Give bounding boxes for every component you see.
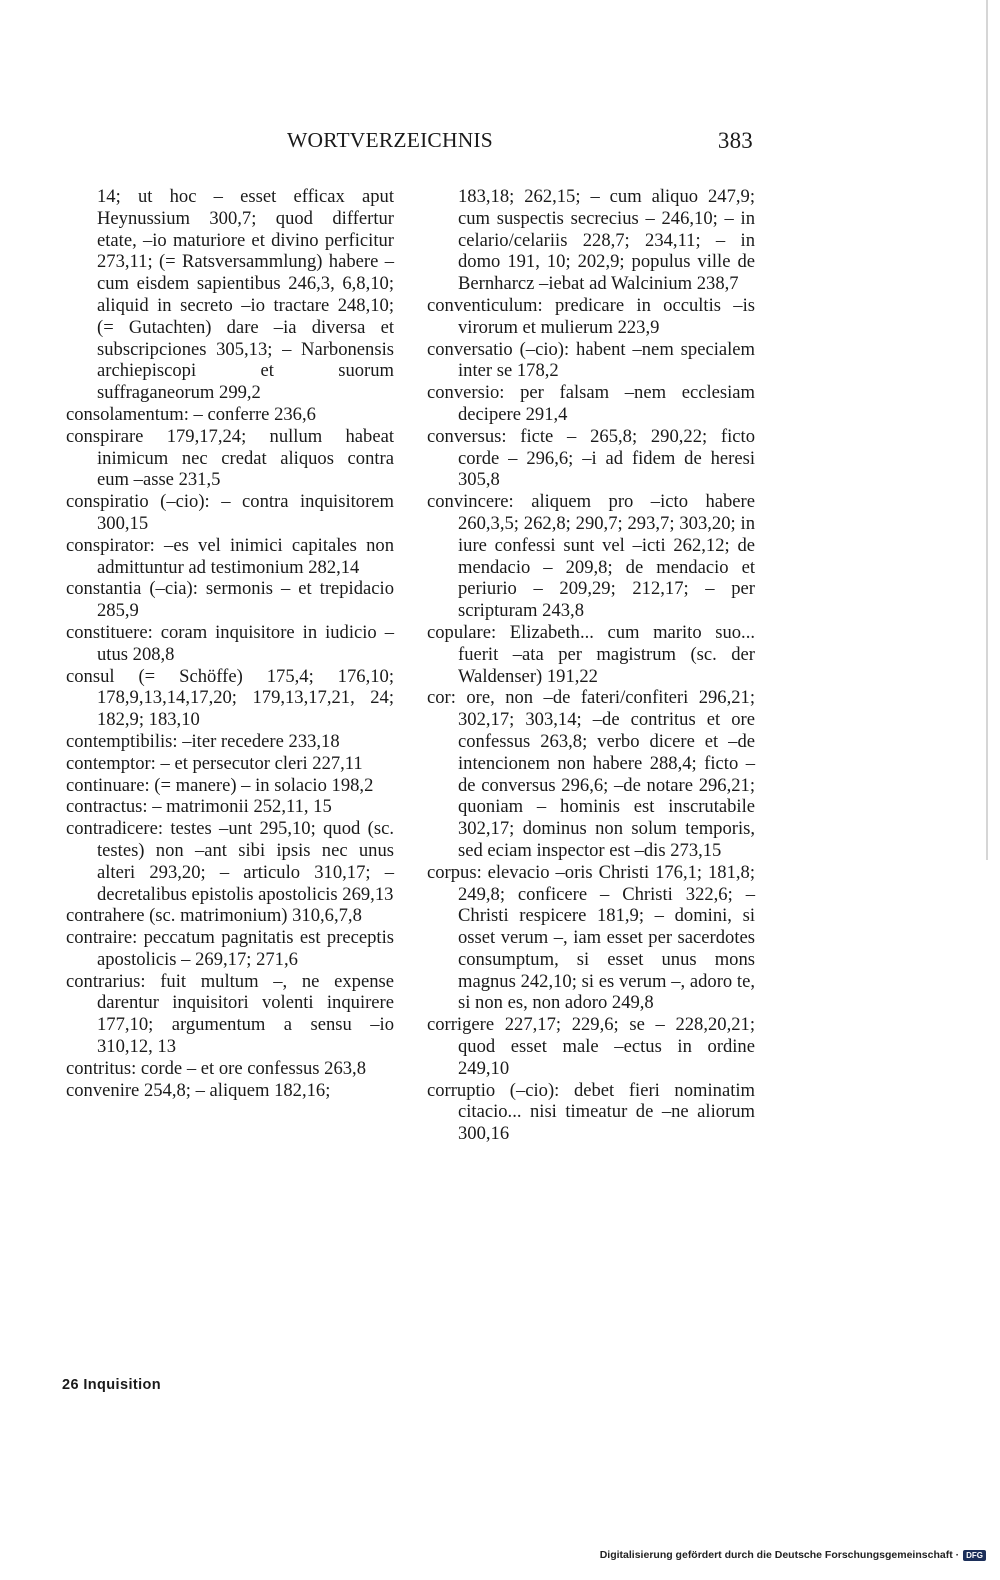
index-entry: conspirare 179,17,24; nullum habeat inimicum nec credat aliquos contra eum –asse 231,5 [66, 425, 394, 491]
running-header [287, 128, 753, 162]
index-entry: conversatio (–cio): habent –nem specialem inter se 178,2 [427, 338, 755, 382]
index-entry: continuare: (= manere) – in solacio 198,2 [66, 774, 374, 796]
page-number: 383 [717, 128, 753, 153]
index-entry: constantia (–cia): sermonis – et trepidacio 285,9 [66, 578, 394, 622]
index-entry: corruptio (–cio): debet fieri nominatim citacio... nisi timeatur de –ne aliorum 300,16 [427, 1079, 755, 1145]
index-entry: consolamentum: – conferre 236,6 [66, 403, 316, 425]
scan-edge-shadow [986, 0, 988, 860]
running-title: WORTVERZEICHNIS [287, 128, 493, 152]
index-entry: convincere: aliquem pro –icto habere 260,3,5; 262,8; 290,7; 293,7; 303,20; in iure confessi sunt vel –icti 262,12; de mendacio – 209,8; de mendacio et periurio – 209,29; 212,17; – per scripturam 243,8 [427, 491, 755, 622]
index-entry: contradicere: testes –unt 295,10; quod (sc. testes) non –ant sibi ipsis nec unus alteri 293,20; – articulo 310,17; – decretalibus epistolis apostolicis 269,13 [66, 818, 394, 905]
index-entry: conspiratio (–cio): – contra inquisitorem 300,15 [66, 491, 394, 534]
index-entry: constituere: coram inquisitore in iudicio –utus 208,8 [66, 621, 394, 665]
index-entry: contraire: peccatum pagnitatis est preceptis apostolicis – 269,17; 271,6 [66, 927, 394, 970]
index-entry: contrarius: fuit multum –, ne expense darentur inquisitori volenti inquirere 177,10; argumentum a sensu –io 310,12, 13 [66, 970, 394, 1058]
index-entry: convenire 254,8; – aliquem 182,16; [66, 1079, 331, 1101]
index-entry: cor: ore, non –de fateri/confiteri 296,21; 302,17; 303,14; –de contritus et ore confessus 263,8; verbo dicere et –de intencionem non habere 288,4; ficto –de conversus 296,6; –de notare 296,21; quoniam – hominis est inscrutabile 302,17; dominus non solum temporis, sed eciam inspector est –dis 273,15 [427, 687, 755, 861]
index-entry: contemptibilis: –iter recedere 233,18 [66, 730, 340, 752]
index-entry: conventiculum: predicare in occultis –is virorum et mulierum 223,9 [427, 294, 755, 338]
entry-continuation: 183,18; 262,15; – cum aliquo 247,9; cum suspectis secrecius – 246,10; – in celario/celariis 228,7; 234,11; – in domo 191, 10; 202,9; populus ville de Bernharcz –iebat ad Walcinium 238,7 [458, 186, 755, 295]
index-entry: contemptor: – et persecutor cleri 227,11 [66, 752, 363, 774]
index-entry: conspirator: –es vel inimici capitales non admittuntur ad testimonium 282,14 [66, 534, 394, 578]
left-column [66, 186, 394, 1101]
right-column [427, 186, 755, 1145]
index-entry: corpus: elevacio –oris Christi 176,1; 181,8; 249,8; conficere – Christi 322,6; – Christi respicere 181,9; – domini, si osset verum –, iam esset per sacerdotes consumptum, si esset unus mons magnus 242,10; si es verum –, adoro te, si non es, non adoro 249,8 [427, 861, 755, 1014]
index-entry: corrigere 227,17; 229,6; se – 228,20,21; quod esset male –ectus in ordine 249,10 [427, 1014, 755, 1079]
index-entry: contractus: – matrimonii 252,11, 15 [66, 796, 332, 818]
credit-text: Digitalisierung gefördert durch die Deutsche Forschungsgemeinschaft · [599, 1549, 960, 1561]
index-entry: conversus: ficte – 265,8; 290,22; ficto corde – 296,6; –i ad fidem de heresi 305,8 [427, 425, 755, 491]
index-entry: copulare: Elizabeth... cum marito suo... fuerit –ata per magistrum (sc. der Waldenser) 191,22 [427, 621, 755, 687]
index-entry: contritus: corde – et ore confessus 263,8 [66, 1057, 367, 1079]
entry-continuation: 14; ut hoc – esset efficax aput Heynussium 300,7; quod differtur etate, –io maturiore et divino perficitur 273,11; (= Ratsversammlung) habere – cum eisdem sapientibus 246,3, 6,8,10; aliquid in secreto –io tractare 248,10; (= Gutachten) dare –ia diversa et subscripciones 305,13; – Narbonensis archiepiscopi et suorum suffraganeorum 299,2 [97, 186, 394, 404]
digitization-credit [600, 1549, 986, 1561]
dfg-logo: DFG [963, 1550, 986, 1561]
index-entry: conversio: per falsam –nem ecclesiam decipere 291,4 [427, 382, 755, 425]
signature-mark: 26 Inquisition [62, 1377, 162, 1393]
index-entry: consul (= Schöffe) 175,4; 176,10; 178,9,13,14,17,20; 179,13,17,21, 24; 182,9; 183,10 [66, 665, 394, 731]
index-entry: contrahere (sc. matrimonium) 310,6,7,8 [66, 905, 362, 927]
